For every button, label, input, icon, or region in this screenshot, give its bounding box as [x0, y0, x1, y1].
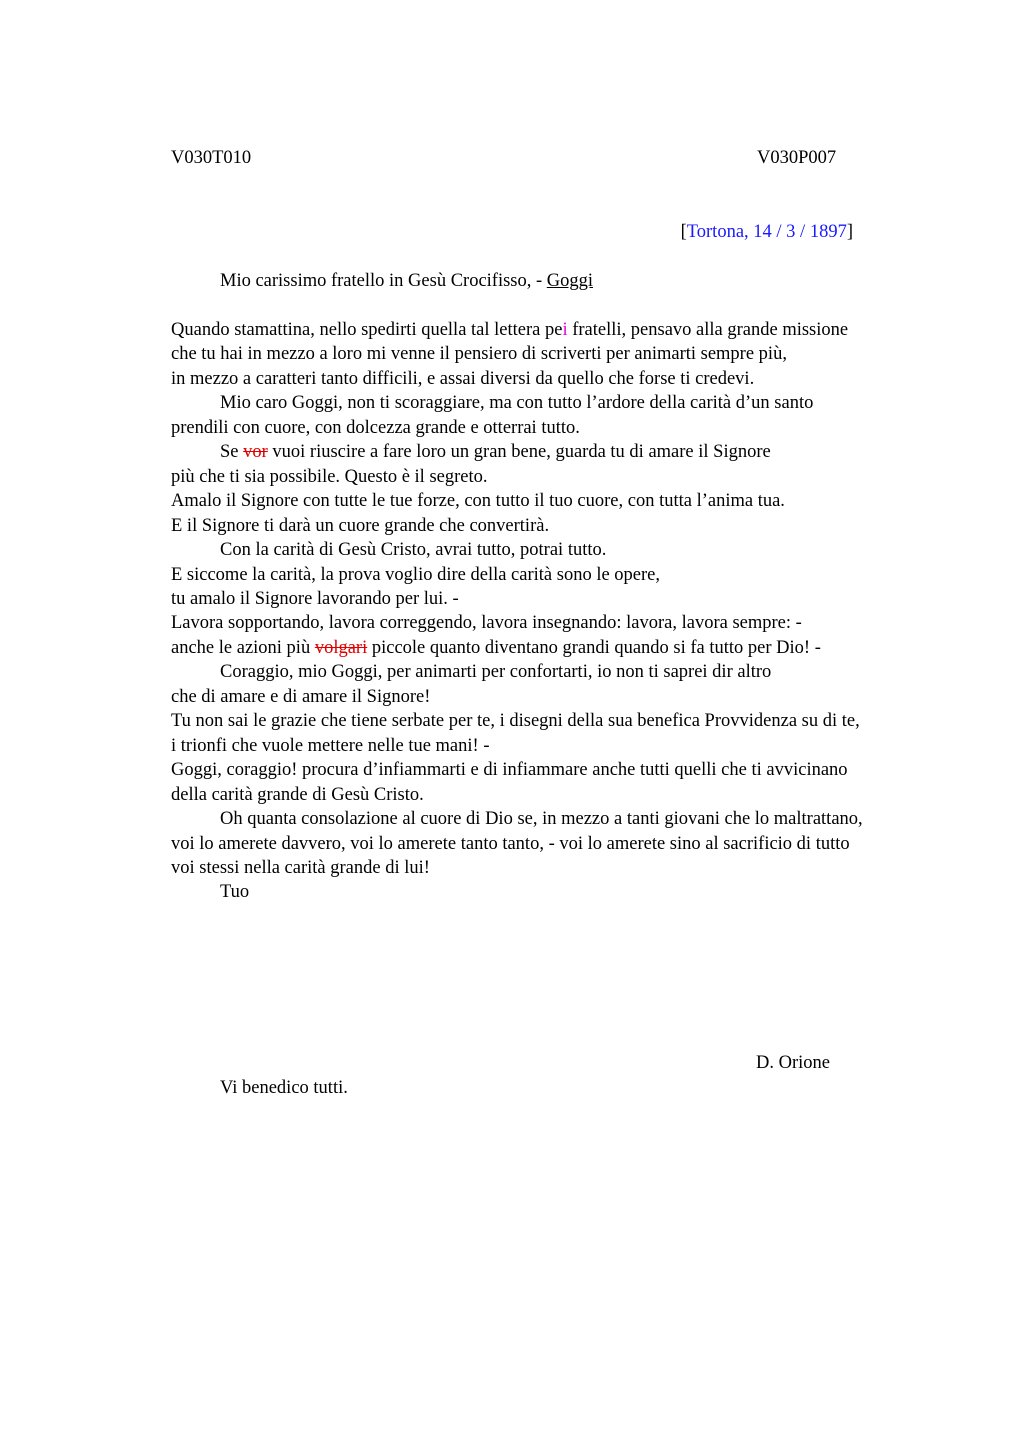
body-line: Tu non sai le grazie che tiene serbate per te, i disegni della sua benefica Provvidenza su di te,	[171, 711, 860, 732]
body-line: tu amalo il Signore lavorando per lui. -	[171, 588, 459, 609]
body-line: voi lo amerete davvero, voi lo amerete tanto tanto, - voi lo amerete sino al sacrificio di tutto	[171, 833, 850, 854]
dateline-date: Tortona, 14 / 3 / 1897	[686, 222, 847, 242]
body-line: che di amare e di amare il Signore!	[171, 686, 431, 707]
document-code-left: V030T010	[171, 148, 252, 168]
body-line: Goggi, coraggio! procura d’infiammarti e di infiammare anche tutti quelli che ti avvicinano	[171, 760, 848, 781]
body-text-segment: anche le azioni più	[171, 637, 315, 658]
body-text-segment: Se	[220, 442, 244, 463]
body-text-segment: piccole quanto diventano grandi quando si fa tutto per Dio! -	[367, 637, 821, 658]
body-line: Oh quanta consolazione al cuore di Dio se, in mezzo a tanti giovani che lo maltrattano,	[220, 809, 863, 830]
body-line	[171, 318, 916, 342]
editorial-deletion: volgari	[314, 637, 368, 658]
dateline-open-bracket: [	[680, 222, 687, 242]
body-line: E il Signore ti darà un cuore grande che convertirà.	[171, 515, 550, 536]
postscript: Vi benedico tutti.	[220, 1078, 348, 1098]
body-line: più che ti sia possibile. Questo è il segreto.	[171, 466, 488, 487]
body-line: Mio caro Goggi, non ti scoraggiare, ma con tutto l’ardore della carità d’un santo	[220, 393, 814, 414]
salutation	[220, 270, 593, 292]
body-line: E siccome la carità, la prova voglio dire della carità sono le opere,	[171, 564, 661, 585]
salutation-text: Mio carissimo fratello in Gesù Crocifisso, -	[220, 271, 547, 291]
body-line	[171, 440, 916, 464]
signature: D. Orione	[756, 1053, 830, 1073]
body-line: Con la carità di Gesù Cristo, avrai tutto, potrai tutto.	[220, 540, 607, 561]
body-line: in mezzo a caratteri tanto difficili, e assai diversi da quello che forse ti credevi.	[171, 368, 755, 389]
dateline	[681, 221, 853, 243]
body-line: Coraggio, mio Goggi, per animarti per confortarti, io non ti saprei dir altro	[220, 662, 772, 683]
body-line: voi stessi nella carità grande di lui!	[171, 857, 430, 878]
body-line: che tu hai in mezzo a loro mi venne il pensiero di scriverti per animarti sempre più,	[171, 344, 787, 365]
letter-body	[171, 318, 916, 905]
body-line	[171, 636, 916, 660]
editorial-insertion: i	[562, 320, 568, 340]
body-text-segment: vuoi riuscire a fare loro un gran bene, guarda tu di amare il Signore	[267, 442, 771, 463]
body-line: Amalo il Signore con tutte le tue forze, con tutto il tuo cuore, con tutta l’anima tua.	[171, 491, 785, 512]
body-line: i trionfi che vuole mettere nelle tue mani! -	[171, 735, 490, 756]
closing-word: Tuo	[220, 882, 250, 903]
body-line: della carità grande di Gesù Cristo.	[171, 784, 424, 805]
document-code-right: V030P007	[757, 148, 837, 168]
body-line: Lavora sopportando, lavora correggendo, lavora insegnando: lavora, lavora sempre: -	[171, 613, 802, 634]
body-text-segment: fratelli, pensavo alla grande missione	[567, 320, 849, 340]
salutation-addressee: Goggi	[546, 271, 594, 291]
body-text-segment: Quando stamattina, nello spedirti quella tal lettera pe	[171, 320, 563, 340]
body-line: prendili con cuore, con dolcezza grande e otterrai tutto.	[171, 417, 580, 438]
editorial-deletion: vor	[243, 442, 268, 463]
dateline-close-bracket: ]	[846, 222, 853, 242]
